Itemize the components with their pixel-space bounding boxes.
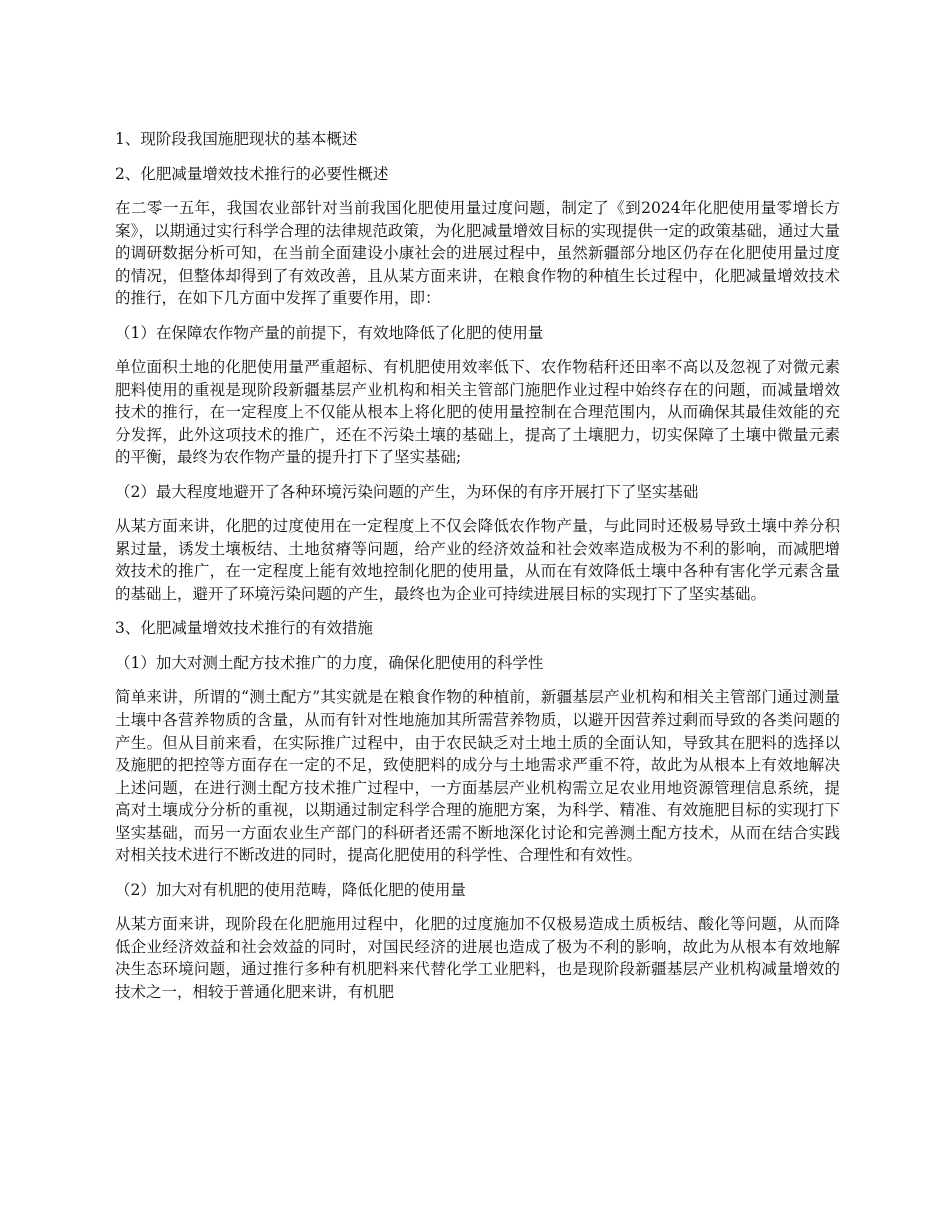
paragraph-policy-background: 在二零一五年，我国农业部针对当前我国化肥使用量过度问题，制定了《到2024年化肥使用量零增长方案》，以期通过实行科学合理的法律规范政策，为化肥减量增效目标的实现提供一定的政策基础，通过大量的调研数据分析可知，在当前全面建设小康社会的进展过程中，虽然新疆部分地区仍存在化肥使用量过度的情况，但整体却得到了有效改善，且从某方面来讲，在粮食作物的种植生长过程中，化肥减量增效技术的推行，在如下几方面中发挥了重要作用，即： bbox=[115, 199, 840, 308]
paragraph-organic-fertilizer: 从某方面来讲，现阶段在化肥施用过程中，化肥的过度施加不仅极易造成土质板结、酸化等问题，从而降低企业经济效益和社会效益的同时，对国民经济的进展也造成了极为不利的影响，故此为从根本有效地解决生态环境问题，通过推行多种有机肥料来代替化学工业肥料，也是现阶段新疆基层产业机构减量增效的技术之一，相较于普通化肥来讲，有机肥 bbox=[115, 915, 840, 1001]
section-heading-1: 1、现阶段我国施肥现状的基本概述 bbox=[115, 130, 358, 148]
document-page bbox=[115, 127, 840, 1014]
subheading-2-1: （1）在保障农作物产量的前提下，有效地降低了化肥的使用量 bbox=[115, 323, 544, 342]
section-heading-3: 3、化肥减量增效技术推行的有效措施 bbox=[115, 619, 373, 638]
subheading-3-1: （1）加大对测土配方技术推广的力度，确保化肥使用的科学性 bbox=[115, 654, 544, 673]
subheading-2-2: （2）最大程度地避开了各种环境污染问题的产生，为环保的有序开展打下了坚实基础 bbox=[115, 482, 699, 501]
paragraph-soil-testing: 简单来讲，所谓的“测土配方”其实就是在粮食作物的种植前，新疆基层产业机构和相关主管部门通过测量土壤中各营养物质的含量，从而有针对性地施加其所需营养物质，以避开因营养过剩而导致的各类问题的产生。但从目前来看，在实际推广过程中，由于农民缺乏对土地土质的全面认知，导致其在肥料的选择以及施肥的把控等方面存在一定的不足，致使肥料的成分与土地需求严重不符，故此为从根本上有效地解决上述问题，在进行测土配方技术推广过程中，一方面基层产业机构需立足农业用地资源管理信息系统，提高对土壤成分分析的重视，以期通过制定科学合理的施肥方案，为科学、精准、有效施肥目标的实现打下坚实基础，而另一方面农业生产部门的科研者还需不断地深化讨论和完善测土配方技术，从而在结合实践对相关技术进行不断改进的同时，提高化肥使用的科学性、合理性和有效性。 bbox=[115, 688, 840, 865]
paragraph-yield-protection: 单位面积土地的化肥使用量严重超标、有机肥使用效率低下、农作物秸秆还田率不高以及忽视了对微元素肥料使用的重视是现阶段新疆基层产业机构和相关主管部门施肥作业过程中始终存在的问题，而减量增效技术的推行，在一定程度上不仅能从根本上将化肥的使用量控制在合理范围内，从而确保其最佳效能的充分发挥，此外这项技术的推广，还在不污染土壤的基础上，提高了土壤肥力，切实保障了土壤中微量元素的平衡，最终为农作物产量的提升打下了坚实基础; bbox=[115, 357, 840, 467]
subheading-3-2: （2）加大对有机肥的使用范畴，降低化肥的使用量 bbox=[115, 881, 466, 900]
paragraph-pollution-avoidance: 从某方面来讲，化肥的过度使用在一定程度上不仅会降低农作物产量，与此同时还极易导致土壤中养分积累过量，诱发土壤板结、土地贫瘠等问题，给产业的经济效益和社会效率造成极为不利的影响，而减肥增效技术的推广，在一定程度上能有效地控制化肥的使用量，从而在有效降低土壤中各种有害化学元素含量的基础上，避开了环境污染问题的产生，最终也为企业可持续进展目标的实现打下了坚实基础。 bbox=[115, 516, 840, 603]
section-heading-2: 2、化肥减量增效技术推行的必要性概述 bbox=[115, 165, 389, 183]
